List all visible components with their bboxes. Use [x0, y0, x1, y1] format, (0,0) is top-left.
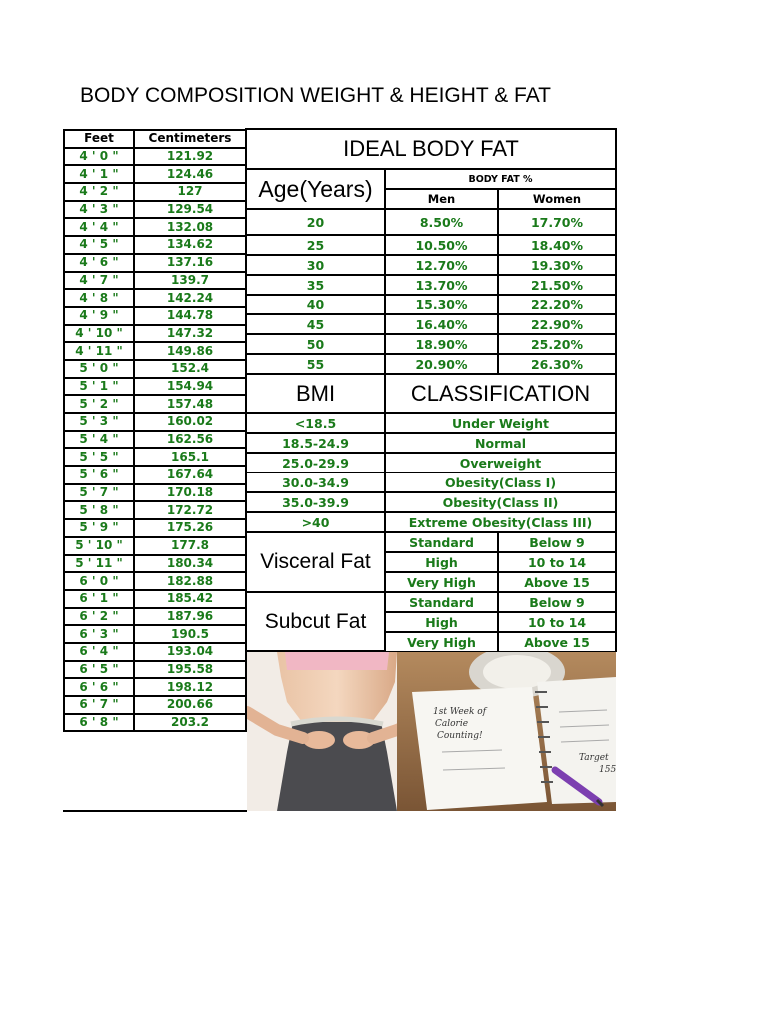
bmi-classification-cell: Obesity(Class II)	[386, 493, 615, 511]
table-row	[64, 395, 246, 413]
table-row	[64, 555, 246, 573]
bmi-classification-cell: Normal	[386, 434, 615, 452]
centimeters-cell: 182.88	[134, 572, 246, 590]
table-row	[64, 236, 246, 254]
centimeters-cell: 180.34	[134, 555, 246, 573]
centimeters-cell: 190.5	[134, 625, 246, 643]
age-cell: 30	[247, 256, 384, 274]
men-fat-cell: 8.50%	[386, 210, 497, 234]
feet-cell: 5 ' 3 "	[64, 413, 134, 431]
age-cell: 35	[247, 276, 384, 294]
table-row	[64, 643, 246, 661]
feet-cell: 5 ' 0 "	[64, 360, 134, 378]
table-row	[64, 484, 246, 502]
age-cell: 25	[247, 236, 384, 254]
centimeters-cell: 124.46	[134, 165, 246, 183]
table-row	[64, 325, 246, 343]
feet-cell: 6 ' 1 "	[64, 590, 134, 608]
feet-cell: 6 ' 8 "	[64, 714, 134, 732]
table-row	[64, 254, 246, 272]
centimeters-cell: 187.96	[134, 608, 246, 626]
centimeters-cell: 139.7	[134, 272, 246, 290]
feet-cell: 5 ' 11 "	[64, 555, 134, 573]
subcut-fat-label: Subcut Fat	[247, 593, 384, 650]
women-fat-cell: 22.90%	[499, 315, 615, 333]
bmi-classification-cell: Overweight	[386, 454, 615, 472]
notebook-line-3: Counting!	[437, 731, 483, 741]
table-row	[64, 519, 246, 537]
table-row	[64, 183, 246, 201]
bmi-classification-cell: Under Weight	[386, 414, 615, 432]
table-row	[64, 360, 246, 378]
table-row	[64, 608, 246, 626]
women-fat-cell: 26.30%	[499, 355, 615, 373]
table-row	[64, 272, 246, 290]
men-fat-cell: 13.70%	[386, 276, 497, 294]
bmi-header: BMI	[247, 375, 384, 412]
subcut-fat-value-cell: 10 to 14	[499, 613, 615, 631]
centimeters-cell: 175.26	[134, 519, 246, 537]
men-fat-cell: 12.70%	[386, 256, 497, 274]
women-fat-cell: 18.40%	[499, 236, 615, 254]
table-row	[64, 218, 246, 236]
table-row	[64, 537, 246, 555]
centimeters-cell: 165.1	[134, 448, 246, 466]
age-cell: 50	[247, 335, 384, 353]
table-row	[64, 714, 246, 732]
women-fat-cell: 17.70%	[499, 210, 615, 234]
subcut-fat-value-cell: Below 9	[499, 593, 615, 611]
men-fat-cell: 10.50%	[386, 236, 497, 254]
centimeters-cell: 149.86	[134, 342, 246, 360]
table-row	[64, 165, 246, 183]
centimeters-cell: 147.32	[134, 325, 246, 343]
age-cell: 45	[247, 315, 384, 333]
feet-cell: 4 ' 7 "	[64, 272, 134, 290]
feet-cell: 6 ' 3 "	[64, 625, 134, 643]
feet-cell: 4 ' 6 "	[64, 254, 134, 272]
table-row	[64, 661, 246, 679]
classification-header: CLASSIFICATION	[386, 375, 615, 412]
centimeters-cell: 157.48	[134, 395, 246, 413]
centimeters-cell: 185.42	[134, 590, 246, 608]
table-row	[64, 148, 246, 166]
feet-cell: 4 ' 9 "	[64, 307, 134, 325]
women-header: Women	[499, 190, 615, 208]
feet-cell: 6 ' 6 "	[64, 678, 134, 696]
bmi-range-cell: <18.5	[247, 414, 384, 432]
fitness-photo	[247, 652, 616, 811]
feet-cell: 5 ' 5 "	[64, 448, 134, 466]
feet-cell: 5 ' 6 "	[64, 466, 134, 484]
table-row	[64, 678, 246, 696]
feet-cell: 4 ' 4 "	[64, 218, 134, 236]
feet-cell: 5 ' 10 "	[64, 537, 134, 555]
centimeters-cell: 134.62	[134, 236, 246, 254]
table-row	[64, 590, 246, 608]
feet-cell: 5 ' 8 "	[64, 501, 134, 519]
feet-cell: 4 ' 5 "	[64, 236, 134, 254]
table-row	[64, 696, 246, 714]
bmi-range-cell: 30.0-34.9	[247, 473, 384, 491]
men-fat-cell: 16.40%	[386, 315, 497, 333]
ideal-body-fat-title: IDEAL BODY FAT	[247, 130, 615, 168]
subcut-fat-value-cell: Above 15	[499, 633, 615, 651]
notebook-line-5: 155	[599, 765, 616, 775]
men-header: Men	[386, 190, 497, 208]
men-fat-cell: 15.30%	[386, 296, 497, 313]
feet-cell: 4 ' 8 "	[64, 289, 134, 307]
centimeters-cell: 129.54	[134, 201, 246, 219]
age-cell: 40	[247, 296, 384, 313]
page-title: BODY COMPOSITION WEIGHT & HEIGHT & FAT	[80, 84, 552, 107]
height-conversion-table	[63, 129, 247, 732]
age-cell: 20	[247, 210, 384, 234]
centimeters-cell: 152.4	[134, 360, 246, 378]
centimeters-cell: 198.12	[134, 678, 246, 696]
table-row	[64, 448, 246, 466]
table-row	[64, 572, 246, 590]
feet-cell: 5 ' 1 "	[64, 378, 134, 396]
bmi-range-cell: >40	[247, 513, 384, 531]
feet-cell: 5 ' 2 "	[64, 395, 134, 413]
centimeters-cell: 144.78	[134, 307, 246, 325]
feet-cell: 6 ' 5 "	[64, 661, 134, 679]
visceral-fat-level-cell: Very High	[386, 573, 497, 591]
visceral-fat-label: Visceral Fat	[247, 533, 384, 591]
table-row	[64, 413, 246, 431]
feet-header: Feet	[64, 130, 134, 148]
centimeters-cell: 193.04	[134, 643, 246, 661]
table-bottom-border	[63, 810, 247, 812]
subcut-fat-level-cell: Standard	[386, 593, 497, 611]
table-row	[64, 466, 246, 484]
women-fat-cell: 25.20%	[499, 335, 615, 353]
feet-cell: 5 ' 4 "	[64, 431, 134, 449]
centimeters-header: Centimeters	[134, 130, 246, 148]
centimeters-cell: 137.16	[134, 254, 246, 272]
centimeters-cell: 167.64	[134, 466, 246, 484]
bmi-classification-cell: Extreme Obesity(Class III)	[386, 513, 615, 531]
women-fat-cell: 19.30%	[499, 256, 615, 274]
table-row	[64, 625, 246, 643]
centimeters-cell: 170.18	[134, 484, 246, 502]
feet-cell: 6 ' 0 "	[64, 572, 134, 590]
visceral-fat-value-cell: Below 9	[499, 533, 615, 551]
centimeters-cell: 203.2	[134, 714, 246, 732]
table-row	[64, 307, 246, 325]
fitness-photo-illustration	[247, 652, 616, 811]
feet-cell: 4 ' 10 "	[64, 325, 134, 343]
feet-cell: 6 ' 7 "	[64, 696, 134, 714]
centimeters-cell: 160.02	[134, 413, 246, 431]
men-fat-cell: 18.90%	[386, 335, 497, 353]
visceral-fat-value-cell: 10 to 14	[499, 553, 615, 571]
age-cell: 55	[247, 355, 384, 373]
centimeters-cell: 195.58	[134, 661, 246, 679]
subcut-fat-level-cell: Very High	[386, 633, 497, 651]
centimeters-cell: 127	[134, 183, 246, 201]
notebook-line-1: 1st Week of	[433, 707, 487, 717]
feet-cell: 4 ' 3 "	[64, 201, 134, 219]
body-fat-percent-header: BODY FAT %	[386, 170, 615, 188]
visceral-fat-level-cell: High	[386, 553, 497, 571]
women-fat-cell: 22.20%	[499, 296, 615, 313]
centimeters-cell: 172.72	[134, 501, 246, 519]
bmi-range-cell: 35.0-39.9	[247, 493, 384, 511]
feet-cell: 5 ' 7 "	[64, 484, 134, 502]
centimeters-cell: 121.92	[134, 148, 246, 166]
bmi-classification-cell: Obesity(Class I)	[386, 473, 615, 491]
feet-cell: 5 ' 9 "	[64, 519, 134, 537]
men-fat-cell: 20.90%	[386, 355, 497, 373]
table-row	[64, 431, 246, 449]
feet-cell: 4 ' 0 "	[64, 148, 134, 166]
visceral-fat-level-cell: Standard	[386, 533, 497, 551]
bmi-range-cell: 25.0-29.9	[247, 454, 384, 472]
table-row	[64, 201, 246, 219]
feet-cell: 6 ' 4 "	[64, 643, 134, 661]
age-years-label: Age(Years)	[247, 170, 384, 208]
feet-cell: 6 ' 2 "	[64, 608, 134, 626]
centimeters-cell: 132.08	[134, 218, 246, 236]
centimeters-cell: 177.8	[134, 537, 246, 555]
subcut-fat-level-cell: High	[386, 613, 497, 631]
notebook-line-2: Calorie	[435, 719, 469, 729]
bmi-range-cell: 18.5-24.9	[247, 434, 384, 452]
centimeters-cell: 200.66	[134, 696, 246, 714]
centimeters-cell: 142.24	[134, 289, 246, 307]
table-row	[64, 342, 246, 360]
notebook-line-4: Target	[579, 753, 609, 763]
feet-cell: 4 ' 11 "	[64, 342, 134, 360]
centimeters-cell: 162.56	[134, 431, 246, 449]
feet-cell: 4 ' 1 "	[64, 165, 134, 183]
table-row	[64, 378, 246, 396]
table-row	[64, 501, 246, 519]
table-row	[64, 289, 246, 307]
women-fat-cell: 21.50%	[499, 276, 615, 294]
visceral-fat-value-cell: Above 15	[499, 573, 615, 591]
feet-cell: 4 ' 2 "	[64, 183, 134, 201]
centimeters-cell: 154.94	[134, 378, 246, 396]
